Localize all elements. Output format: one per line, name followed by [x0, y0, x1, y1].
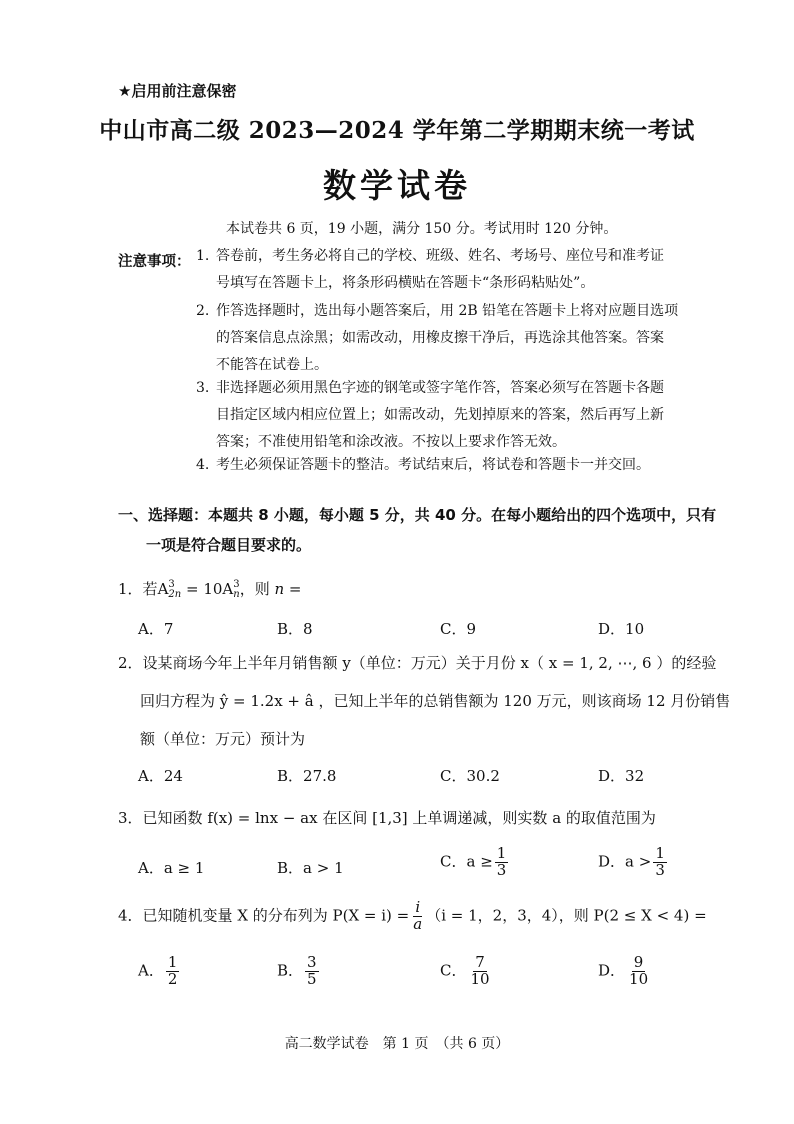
notice-line: 目指定区域内相应位置上；如需改动，先划掉原来的答案，然后再写上新 [216, 407, 664, 423]
notice-item-3 [196, 375, 664, 456]
option-b: B．27.8 [277, 767, 337, 785]
option-label: D． [598, 961, 626, 980]
superscript: 3 [168, 579, 175, 590]
option-label: A． [138, 961, 164, 980]
page-footer: 高二数学试卷 第 1 页 （共 6 页） [284, 1036, 510, 1052]
confidential-mark: ★启用前注意保密 [118, 82, 237, 100]
question-2 [118, 652, 716, 673]
equation-text: = 10A [181, 580, 234, 598]
option-b: B．8 [277, 620, 313, 638]
question-text: 设某商场今年上半年月销售额 y（单位：万元）关于月份 x（ x = 1, 2, ⋯, 6 ）的经验 [142, 654, 717, 672]
fraction-denominator: 2 [167, 969, 178, 988]
option-a: A．7 [138, 620, 174, 638]
notice-line: 答卷前，考生务必将自己的学校、班级、姓名、考场号、座位号和准考证 [216, 248, 664, 264]
option-a [138, 955, 181, 988]
notice-line: 号填写在答题卡上，将条形码横贴在答题卡“条形码粘贴处”。 [216, 275, 595, 291]
option-c [440, 846, 510, 879]
option-c: C．9 [440, 620, 477, 638]
notice-item-4 [196, 452, 650, 479]
fraction [627, 955, 650, 988]
fraction [305, 955, 319, 988]
question-text: ，则 [239, 580, 275, 598]
option-b: B．a > 1 [277, 859, 344, 877]
section-heading [118, 500, 716, 560]
option-d: D．10 [598, 620, 645, 638]
arrangement-symbol: A [157, 580, 169, 598]
fraction-numerator: 1 [496, 844, 507, 862]
fraction-numerator: 9 [633, 953, 644, 971]
question-4 [118, 900, 707, 933]
notice-number: 3. [196, 380, 210, 396]
option-c: C．30.2 [440, 767, 500, 785]
notice-line: 考生必须保证答题卡的整洁。考试结束后，将试卷和答题卡一并交回。 [216, 457, 650, 473]
question-number: 3． [118, 809, 143, 827]
notice-line: 答案；不准使用铅笔和涂改液。不按以上要求作答无效。 [216, 434, 566, 450]
question-text: 已知随机变量 X 的分布列为 P(X = i) = [142, 906, 410, 925]
exam-meta: 本试卷共 6 页，19 小题，满分 150 分。考试用时 120 分钟。 [226, 221, 618, 237]
superscript: 3 [233, 579, 240, 590]
notice-item-1 [196, 243, 664, 297]
question-text: （i = 1，2，3，4），则 P(2 ≤ X < 4) = [426, 906, 707, 925]
question-2-line2: 回归方程为 ŷ = 1.2x + â ，已知上半年的总销售额为 120 万元，则该商场 12 月份销售 [140, 692, 731, 710]
section-heading-line1: 一、选择题：本题共 8 小题，每小题 5 分，共 40 分。在每小题给出的四个选项中，只有 [118, 506, 717, 524]
notice-line: 作答选择题时，选出每小题答案后，用 2B 铅笔在答题卡上将对应题目选项 [216, 303, 679, 319]
fraction [653, 846, 667, 879]
fraction-numerator: i [415, 898, 421, 916]
notice-line: 不能答在试卷上。 [216, 357, 328, 373]
option-d: D．32 [598, 767, 645, 785]
question-text: = [284, 580, 302, 598]
fraction-denominator: a [413, 914, 423, 933]
question-number: 4． [118, 906, 143, 925]
option-a: A．a ≥ 1 [138, 859, 205, 877]
option-d [598, 955, 652, 988]
fraction-numerator: 3 [307, 953, 317, 971]
option-a: A．24 [138, 767, 183, 785]
notice-number: 4. [196, 457, 210, 473]
fraction-denominator: 10 [629, 969, 649, 988]
notice-number: 1. [196, 248, 210, 264]
option-d [598, 846, 669, 879]
exam-title: 中山市高二级 2023—2024 学年第二学期期末统一考试 [99, 117, 695, 144]
fraction-denominator: 10 [470, 969, 490, 988]
notice-number: 2. [196, 303, 210, 319]
option-label: D．a > [598, 852, 652, 871]
option-label: B． [277, 961, 304, 980]
question-1 [118, 578, 302, 600]
fraction-denominator: 3 [655, 860, 665, 879]
question-text: 已知函数 f(x) = lnx − ax 在区间 [1,3] 上单调递减，则实数 a 的取值范围为 [142, 809, 656, 827]
notice-line: 的答案信息点涂黑；如需改动，用橡皮擦干净后，再选涂其他答案。答案 [216, 330, 664, 346]
question-2-line3: 额（单位：万元）预计为 [140, 730, 306, 748]
section-heading-line2: 一项是符合题目要求的。 [146, 536, 312, 554]
option-label: C．a ≥ [440, 852, 493, 871]
notice-line: 非选择题必须用黑色字迹的钢笔或签字笔作答，答案必须写在答题卡各题 [216, 380, 664, 396]
question-3 [118, 807, 656, 828]
option-b [277, 955, 321, 988]
notice-item-2 [196, 298, 678, 379]
fraction-denominator: 3 [496, 860, 507, 879]
fraction-numerator: 1 [167, 953, 178, 971]
subscript: 2n [168, 589, 182, 600]
fraction [411, 900, 424, 933]
fraction [495, 846, 509, 879]
option-c [440, 955, 494, 988]
question-text: 若 [142, 580, 158, 598]
fraction-numerator: 7 [475, 953, 485, 971]
fraction [468, 955, 491, 988]
option-label: C． [440, 961, 467, 980]
notice-label: 注意事项： [118, 254, 191, 270]
question-number: 2． [118, 654, 143, 672]
fraction-denominator: 5 [307, 969, 317, 988]
fraction [166, 955, 180, 988]
subject-title: 数学试卷 [323, 166, 471, 205]
subscript: n [233, 589, 240, 600]
question-number: 1． [118, 580, 143, 598]
variable: n [274, 580, 285, 598]
fraction-numerator: 1 [655, 844, 665, 862]
